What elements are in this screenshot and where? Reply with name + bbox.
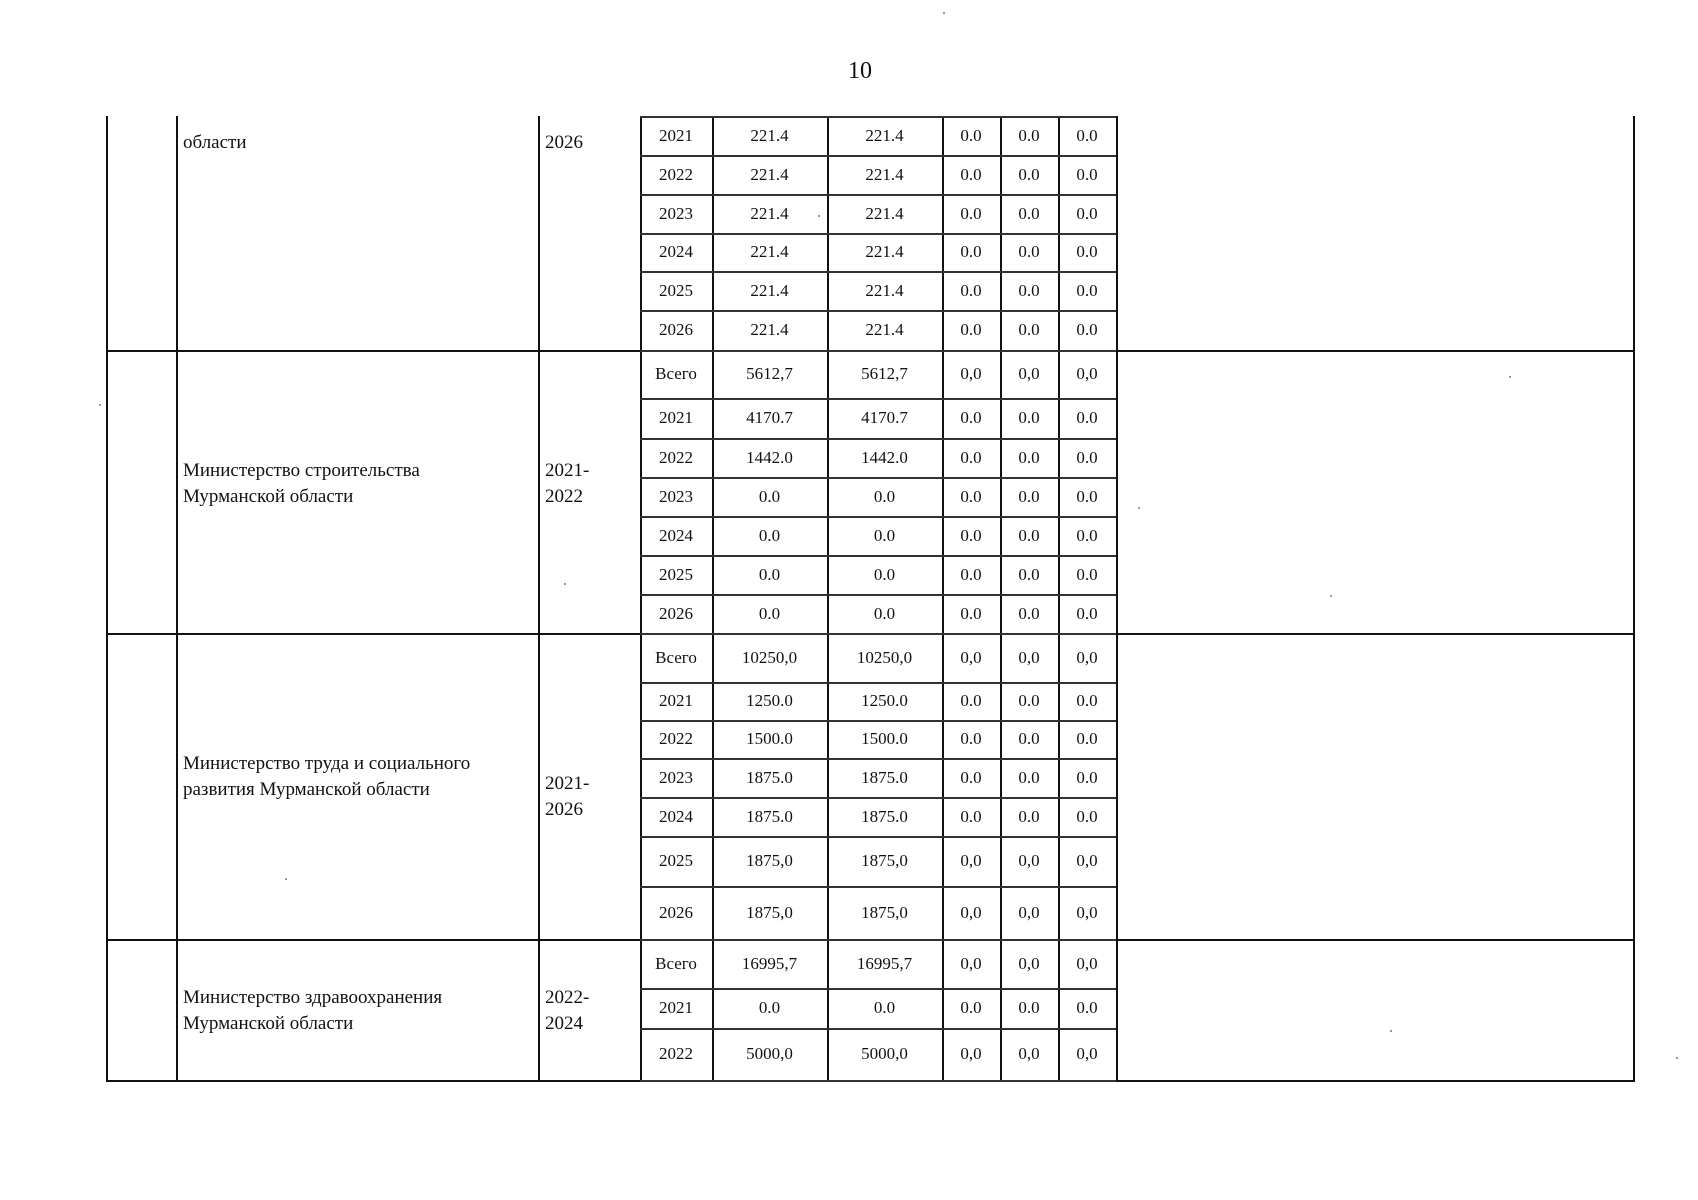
scan-speck bbox=[285, 878, 287, 880]
grid-row-line bbox=[640, 720, 1116, 722]
organization-name: Мурманской области bbox=[183, 1013, 354, 1034]
grid-row-line bbox=[640, 836, 1116, 838]
grid-row-line bbox=[640, 682, 1116, 684]
other-sources-cell: 0.0 bbox=[1076, 806, 1098, 826]
implementation-period: 2022 bbox=[545, 486, 583, 507]
total-cell: 221.4 bbox=[750, 242, 789, 261]
total-cell: 4170.7 bbox=[746, 408, 793, 427]
total-cell: 1875.0 bbox=[746, 806, 793, 826]
local-budget-cell: 0.0 bbox=[1018, 164, 1040, 184]
year-cell: 2022 bbox=[659, 164, 693, 184]
total-cell: 221.4 bbox=[750, 320, 789, 339]
year-cell: 2023 bbox=[659, 203, 693, 223]
local-budget-cell: 0.0 bbox=[1018, 486, 1040, 506]
local-budget-cell: 0,0 bbox=[1018, 851, 1040, 870]
federal-budget-cell: 0.0 bbox=[960, 203, 982, 223]
federal-budget-cell: 0.0 bbox=[960, 564, 982, 584]
federal-budget-cell: 0.0 bbox=[960, 691, 982, 710]
other-sources-cell: 0.0 bbox=[1076, 525, 1098, 545]
local-budget-cell: 0.0 bbox=[1018, 767, 1040, 787]
federal-budget-cell: 0.0 bbox=[960, 280, 982, 300]
total-cell: 0.0 bbox=[758, 603, 781, 623]
local-budget-cell: 0.0 bbox=[1018, 564, 1040, 584]
local-budget-cell: 0.0 bbox=[1018, 408, 1040, 427]
table-border-right bbox=[1633, 116, 1635, 1080]
other-sources-cell: 0.0 bbox=[1076, 280, 1098, 300]
year-cell: Всего bbox=[655, 953, 697, 973]
regional-budget-cell: 0.0 bbox=[873, 998, 896, 1017]
regional-budget-cell: 221.4 bbox=[865, 164, 904, 184]
year-cell: 2021 bbox=[659, 408, 693, 427]
total-cell: 1875,0 bbox=[746, 851, 793, 870]
grid-row-line bbox=[640, 438, 1116, 440]
total-cell: 221.4 bbox=[750, 125, 789, 145]
year-cell: 2024 bbox=[659, 242, 693, 261]
organization-name: Мурманской области bbox=[183, 486, 354, 507]
grid-row-line bbox=[640, 116, 1116, 118]
other-sources-cell: 0.0 bbox=[1076, 767, 1098, 787]
federal-budget-cell: 0.0 bbox=[960, 486, 982, 506]
regional-budget-cell: 1442.0 bbox=[861, 447, 908, 467]
column-divider bbox=[1116, 116, 1118, 1080]
organization-name: Министерство труда и социального bbox=[183, 753, 471, 774]
federal-budget-cell: 0,0 bbox=[960, 364, 982, 383]
implementation-period: 2026 bbox=[545, 799, 583, 820]
page-number: 10 bbox=[848, 58, 872, 84]
implementation-period: 2022- bbox=[545, 987, 590, 1008]
other-sources-cell: 0,0 bbox=[1076, 364, 1098, 383]
federal-budget-cell: 0.0 bbox=[960, 806, 982, 826]
other-sources-cell: 0.0 bbox=[1076, 320, 1098, 339]
year-cell: Всего bbox=[655, 364, 697, 383]
regional-budget-cell: 1875.0 bbox=[861, 806, 908, 826]
federal-budget-cell: 0.0 bbox=[960, 525, 982, 545]
other-sources-cell: 0.0 bbox=[1076, 564, 1098, 584]
total-cell: 10250,0 bbox=[741, 647, 798, 667]
other-sources-cell: 0.0 bbox=[1076, 603, 1098, 623]
scan-speck bbox=[99, 404, 101, 406]
column-divider bbox=[538, 116, 540, 1080]
scan-speck bbox=[818, 215, 820, 217]
year-cell: 2021 bbox=[659, 998, 693, 1017]
local-budget-cell: 0.0 bbox=[1018, 280, 1040, 300]
other-sources-cell: 0.0 bbox=[1076, 729, 1098, 748]
implementation-period: 2021- bbox=[545, 460, 590, 481]
other-sources-cell: 0,0 bbox=[1076, 953, 1098, 973]
local-budget-cell: 0.0 bbox=[1018, 125, 1040, 145]
federal-budget-cell: 0.0 bbox=[960, 125, 982, 145]
grid-row-line bbox=[640, 1080, 1116, 1082]
total-cell: 221.4 bbox=[750, 280, 789, 300]
implementation-period: 2026 bbox=[545, 132, 583, 153]
regional-budget-cell: 10250,0 bbox=[856, 647, 913, 667]
regional-budget-cell: 0.0 bbox=[873, 525, 896, 545]
other-sources-cell: 0.0 bbox=[1076, 998, 1098, 1017]
federal-budget-cell: 0,0 bbox=[960, 647, 982, 667]
other-sources-cell: 0.0 bbox=[1076, 447, 1098, 467]
grid-row-line bbox=[640, 988, 1116, 990]
year-cell: 2023 bbox=[659, 767, 693, 787]
grid-row-line bbox=[640, 555, 1116, 557]
total-cell: 1500.0 bbox=[746, 729, 793, 748]
other-sources-cell: 0.0 bbox=[1076, 125, 1098, 145]
grid-row-line bbox=[640, 1028, 1116, 1030]
regional-budget-cell: 1500.0 bbox=[861, 729, 908, 748]
grid-row-line bbox=[640, 310, 1116, 312]
grid-row-line bbox=[640, 271, 1116, 273]
grid-row-line bbox=[640, 758, 1116, 760]
year-cell: 2025 bbox=[659, 280, 693, 300]
organization-name: развития Мурманской области bbox=[183, 779, 430, 800]
regional-budget-cell: 1875,0 bbox=[861, 851, 908, 870]
total-cell: 1250.0 bbox=[746, 691, 793, 710]
total-cell: 16995,7 bbox=[741, 953, 798, 973]
other-sources-cell: 0,0 bbox=[1076, 902, 1098, 922]
grid-row-line bbox=[640, 477, 1116, 479]
implementation-period: 2021- bbox=[545, 773, 590, 794]
total-cell: 0.0 bbox=[758, 525, 781, 545]
regional-budget-cell: 221.4 bbox=[865, 320, 904, 339]
organization-name: Министерство строительства bbox=[183, 460, 420, 481]
other-sources-cell: 0.0 bbox=[1076, 408, 1098, 427]
implementation-period: 2024 bbox=[545, 1013, 583, 1034]
local-budget-cell: 0,0 bbox=[1018, 647, 1040, 667]
local-budget-cell: 0,0 bbox=[1018, 953, 1040, 973]
local-budget-cell: 0.0 bbox=[1018, 242, 1040, 261]
year-cell: 2022 bbox=[659, 1044, 693, 1063]
other-sources-cell: 0,0 bbox=[1076, 851, 1098, 870]
other-sources-cell: 0.0 bbox=[1076, 486, 1098, 506]
year-cell: Всего bbox=[655, 647, 697, 667]
year-cell: 2025 bbox=[659, 851, 693, 870]
other-sources-cell: 0,0 bbox=[1076, 1044, 1098, 1063]
grid-row-line bbox=[640, 939, 1116, 941]
federal-budget-cell: 0.0 bbox=[960, 408, 982, 427]
local-budget-cell: 0,0 bbox=[1018, 1044, 1040, 1063]
other-sources-cell: 0.0 bbox=[1076, 242, 1098, 261]
scan-speck bbox=[943, 12, 945, 14]
regional-budget-cell: 1875.0 bbox=[861, 767, 908, 787]
grid-row-line bbox=[640, 350, 1116, 352]
year-cell: 2022 bbox=[659, 729, 693, 748]
grid-row-line bbox=[640, 516, 1116, 518]
year-cell: 2021 bbox=[659, 125, 693, 145]
grid-row-line bbox=[640, 398, 1116, 400]
total-cell: 0.0 bbox=[758, 486, 781, 506]
organization-name: области bbox=[183, 132, 247, 153]
local-budget-cell: 0.0 bbox=[1018, 320, 1040, 339]
year-cell: 2026 bbox=[659, 320, 693, 339]
year-cell: 2026 bbox=[659, 603, 693, 623]
total-cell: 1875,0 bbox=[746, 902, 793, 922]
organization-name: Министерство здравоохранения bbox=[183, 987, 443, 1008]
regional-budget-cell: 221.4 bbox=[865, 125, 904, 145]
regional-budget-cell: 221.4 bbox=[865, 203, 904, 223]
total-cell: 221.4 bbox=[750, 203, 789, 223]
year-cell: 2022 bbox=[659, 447, 693, 467]
federal-budget-cell: 0.0 bbox=[960, 447, 982, 467]
local-budget-cell: 0.0 bbox=[1018, 203, 1040, 223]
scan-speck bbox=[564, 583, 566, 585]
regional-budget-cell: 5612,7 bbox=[861, 364, 908, 383]
local-budget-cell: 0.0 bbox=[1018, 806, 1040, 826]
other-sources-cell: 0,0 bbox=[1076, 647, 1098, 667]
federal-budget-cell: 0.0 bbox=[960, 729, 982, 748]
local-budget-cell: 0.0 bbox=[1018, 603, 1040, 623]
grid-row-line bbox=[640, 797, 1116, 799]
total-cell: 0.0 bbox=[758, 998, 781, 1017]
scan-speck bbox=[1390, 1030, 1392, 1032]
regional-budget-cell: 0.0 bbox=[873, 486, 896, 506]
total-cell: 5000,0 bbox=[746, 1044, 793, 1063]
local-budget-cell: 0.0 bbox=[1018, 525, 1040, 545]
scan-speck bbox=[1138, 507, 1140, 509]
local-budget-cell: 0,0 bbox=[1018, 364, 1040, 383]
grid-row-line bbox=[640, 594, 1116, 596]
local-budget-cell: 0.0 bbox=[1018, 998, 1040, 1017]
federal-budget-cell: 0.0 bbox=[960, 320, 982, 339]
other-sources-cell: 0.0 bbox=[1076, 164, 1098, 184]
total-cell: 1875.0 bbox=[746, 767, 793, 787]
scan-speck bbox=[1676, 1057, 1678, 1059]
grid-row-line bbox=[640, 233, 1116, 235]
local-budget-cell: 0.0 bbox=[1018, 691, 1040, 710]
column-divider bbox=[176, 116, 178, 1080]
grid-row-line bbox=[640, 633, 1116, 635]
scan-speck bbox=[1330, 595, 1332, 597]
regional-budget-cell: 5000,0 bbox=[861, 1044, 908, 1063]
federal-budget-cell: 0.0 bbox=[960, 998, 982, 1017]
federal-budget-cell: 0.0 bbox=[960, 603, 982, 623]
federal-budget-cell: 0.0 bbox=[960, 242, 982, 261]
federal-budget-cell: 0,0 bbox=[960, 902, 982, 922]
total-cell: 5612,7 bbox=[746, 364, 793, 383]
regional-budget-cell: 221.4 bbox=[865, 280, 904, 300]
year-cell: 2021 bbox=[659, 691, 693, 710]
regional-budget-cell: 221.4 bbox=[865, 242, 904, 261]
grid-row-line bbox=[640, 155, 1116, 157]
federal-budget-cell: 0,0 bbox=[960, 1044, 982, 1063]
federal-budget-cell: 0,0 bbox=[960, 953, 982, 973]
regional-budget-cell: 1875,0 bbox=[861, 902, 908, 922]
other-sources-cell: 0.0 bbox=[1076, 203, 1098, 223]
regional-budget-cell: 1250.0 bbox=[861, 691, 908, 710]
regional-budget-cell: 0.0 bbox=[873, 603, 896, 623]
federal-budget-cell: 0,0 bbox=[960, 851, 982, 870]
year-cell: 2024 bbox=[659, 806, 693, 826]
total-cell: 0.0 bbox=[758, 564, 781, 584]
federal-budget-cell: 0.0 bbox=[960, 164, 982, 184]
grid-row-line bbox=[640, 194, 1116, 196]
table-border-left bbox=[106, 116, 108, 1080]
local-budget-cell: 0.0 bbox=[1018, 729, 1040, 748]
year-cell: 2026 bbox=[659, 902, 693, 922]
local-budget-cell: 0,0 bbox=[1018, 902, 1040, 922]
year-cell: 2024 bbox=[659, 525, 693, 545]
scan-speck bbox=[1509, 376, 1511, 378]
total-cell: 1442.0 bbox=[746, 447, 793, 467]
year-cell: 2025 bbox=[659, 564, 693, 584]
federal-budget-cell: 0.0 bbox=[960, 767, 982, 787]
year-cell: 2023 bbox=[659, 486, 693, 506]
regional-budget-cell: 4170.7 bbox=[861, 408, 908, 427]
total-cell: 221.4 bbox=[750, 164, 789, 184]
other-sources-cell: 0.0 bbox=[1076, 691, 1098, 710]
grid-row-line bbox=[640, 886, 1116, 888]
regional-budget-cell: 0.0 bbox=[873, 564, 896, 584]
regional-budget-cell: 16995,7 bbox=[856, 953, 913, 973]
local-budget-cell: 0.0 bbox=[1018, 447, 1040, 467]
